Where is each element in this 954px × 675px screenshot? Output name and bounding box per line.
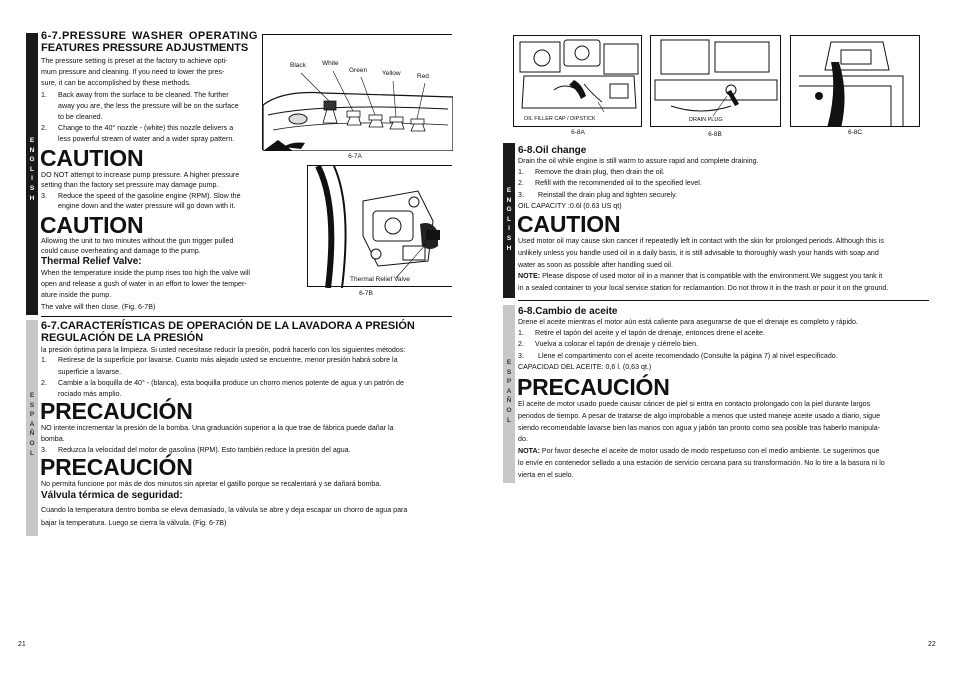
english-side-label: E N G L I S H — [29, 137, 35, 202]
aceite-step-1: 1. Retire el tapón del aceite y el tapón de drenaje, entonces drene el aceite. — [518, 329, 765, 338]
engine-oil-filler-illustration — [514, 36, 642, 127]
figure-6-8c — [790, 35, 920, 127]
oil-step-3: 3. Reinstall the drain plug and tighten securely. — [518, 190, 678, 199]
precaucion-heading-oil: PRECAUCIÓN — [517, 374, 670, 400]
section-title: 6-7.PRESSURE WASHER OPERATING — [41, 30, 258, 42]
color-label-red: Red — [417, 73, 429, 80]
precaucion-2-text: No permita funcione por más de dos minutos sin apretar el gatillo porque se recalentará y se dañará bomba. — [41, 480, 382, 488]
precaucion-1-text: NO intente incrementar la presión de la bomba. Una graduación superior a la que trae de fábrica puede dañar la bomba. 3. Reduzca la velocidad del motor de gasolina (RPM). Esto también reduce la presión del agua. — [41, 423, 452, 457]
aceite-step-2: 2. Vuelva a colocar el tapón de drenaje y ciérrelo bien. — [518, 340, 698, 349]
figure-6-8b-caption: 6-8B — [708, 131, 722, 138]
drain-plug-illustration — [651, 36, 781, 127]
oil-step-1: 1. Remove the drain plug, then drain the oil. — [518, 168, 665, 177]
section-subtitle-es: REGULACIÓN DE LA PRESIÓN — [41, 332, 204, 344]
step-3-es: 3. Reduzca la velocidad del motor de gasolina (RPM). Esto también reduce la presión del agua. — [41, 446, 351, 455]
figure-6-7a — [262, 34, 452, 150]
espanol-pressure-section — [41, 320, 452, 400]
step-3: 3. Reduce the speed of the gasoline engine (RPM). Slow the engine down and the water pressure will go down with it. — [41, 191, 241, 211]
cambio-aceite-title: 6-8.Cambio de aceite — [518, 306, 618, 317]
english-pressure-section — [41, 30, 259, 146]
thermal-relief-valve-label: Thermal Relief Valve — [350, 276, 410, 283]
precaucion-heading-2: PRECAUCIÓN — [40, 454, 193, 480]
oil-capacity: OIL CAPACITY :0.6l (0.63 US qt) — [518, 201, 622, 210]
oil-change-title: 6-8.Oil change — [518, 145, 587, 156]
intro-text-es: la presión óptima para la limpieza. Si usted necesitase reducir la presión, podrá hacerlo con los siguientes métodos: — [41, 346, 406, 354]
caution-heading-oil: CAUTION — [517, 211, 621, 237]
page-number-left: 21 — [18, 641, 26, 648]
step-2: 2. Change to the 40° nozzle - (white) this nozzle delivers a less powerful stream of water and a wider spray pattern. — [41, 124, 235, 144]
page-number-right: 22 — [928, 641, 936, 648]
figure-6-8c-caption: 6-8C — [847, 129, 863, 136]
oil-filler-label: OIL FILLER CAP / DIPSTICK — [524, 116, 596, 122]
precaucion-oil-text: El aceite de motor usado puede causar cáncer de piel si entra en contacto prolongado con la piel durante largos periodos de tiempo. A pesar de tratarse de algo improbable a menos que usted maneje aceite usado a diario, sigue siendo recomendable lavarse bien las manos con agua y jabón tan pronto como sea posible tras haberlo manipula- do. NOTA: Por favor deseche el aceite de motor usado de modo respetuoso con el medio ambiente. Le sugerimos que lo envíe en contenedor sellado a una estación de servicio cercana para su transformación. No lo tire a la basura ni lo vierta en el suelo. — [518, 400, 885, 479]
caution-heading-2: CAUTION — [40, 212, 144, 238]
color-label-green: Green — [349, 67, 368, 74]
espanol-side-label: E S P A Ñ O L — [29, 392, 35, 457]
cambio-aceite-intro: Drene el aceite mientras el motor aún está caliente para asegurarse de que el drenaje es completo y rápido. — [518, 318, 858, 326]
caution-heading-1: CAUTION — [40, 145, 144, 171]
espanol-oil-change-section — [518, 306, 930, 373]
section-divider — [41, 316, 452, 317]
english-side-label-right: E N G L I S H — [506, 187, 512, 252]
figure-6-7a-caption: 6-7A — [348, 153, 362, 160]
step-1-es: 1. Retírese de la superficie por lavarse. Cuanto más alejado usted se encuentre, menor presión habrá sobre la superficie a lavarse. — [41, 356, 398, 376]
section-divider-right — [518, 300, 929, 301]
figure-6-8a-caption: 6-8A — [571, 129, 585, 136]
color-label-yellow: Yellow — [382, 70, 401, 77]
drain-plug-label: DRAIN PLUG — [689, 117, 723, 123]
thermal-relief-title: Thermal Relief Valve: — [41, 256, 142, 267]
figure-6-7b — [307, 165, 452, 287]
valvula-termica-title: Válvula térmica de seguridad: — [41, 490, 183, 501]
caution-1-text: DO NOT attempt to increase pump pressure. A higher pressure setting than the factory set pressure may damage pump. 3. Reduce the speed of the gasoline engine (RPM). Slow the engine down and the water pressure will go down with it. — [41, 170, 273, 212]
thermal-relief-text: When the temperature inside the pump rises too high the valve will open and release a gush of water in an effort to lower the temper- ature inside the pump. The valve will then close. (Fig. 6-7B) — [41, 269, 250, 311]
espanol-side-label-right: E S P A Ñ O L — [506, 359, 512, 424]
figure-6-8a — [513, 35, 642, 127]
oil-step-2: 2. Refill with the recommended oil to the specified level. — [518, 179, 702, 188]
section-subtitle: FEATURES PRESSURE ADJUSTMENTS — [41, 42, 249, 54]
oil-pouring-illustration — [791, 36, 920, 127]
section-title-es: 6-7.CARACTERÍSTICAS DE OPERACIÓN DE LA LAVADORA A PRESIÓN — [41, 320, 415, 332]
oil-change-intro: Drain the oil while engine is still warm to assure rapid and complete draining. — [518, 157, 759, 165]
valvula-termica-text: Cuando la temperatura dentro bomba se eleva demasiado, la válvula se abre y deja escapar un chorro de agua para bajar la temperatura. Luego se cierra la válvula. (Fig. 6-7B) — [41, 506, 408, 527]
color-label-white: White — [322, 60, 339, 67]
step-1: 1. Back away from the surface to be cleaned. The further away you are, the less the pressure will be on the surface to be cleaned. — [41, 90, 239, 122]
english-oil-change-section — [518, 145, 930, 212]
caution-oil-text: Used motor oil may cause skin cancer if repeatedly left in contact with the skin for prolonged periods. Although this is unlikely unless you handle used oil in a daily basis, it is still advisable to thoroughly wash your hands with soap and water as soon as possible after handling sued oil. NOTE: Please dispose of used motor oil in a manner that is compatible with the environment.We suggest you tank it in a sealed container to your local service station for reclamantion. Do not throw it in the trash or pour it on the ground. — [518, 237, 889, 293]
note-label: NOTE: — [518, 272, 541, 281]
intro-text: The pressure setting is preset at the factory to achieve opti- mum pressure and cleaning. If you need to lower the pres- sure, it can be accomplished by these methods. — [41, 57, 228, 88]
caution-2-text: Allowing the unit to two minutes without the gun trigger pulled could cause overheating and damage to the pump. — [41, 237, 234, 256]
precaucion-heading-1: PRECAUCIÓN — [40, 398, 193, 424]
figure-6-7b-caption: 6-7B — [359, 290, 373, 297]
pump-valve-illustration — [308, 166, 453, 288]
nozzle-rack-illustration — [263, 35, 453, 151]
aceite-capacidad: CAPACIDAD DEL ACEITE: 0,6 l. (0,63 qt.) — [518, 362, 652, 371]
figure-6-8b — [650, 35, 781, 127]
nota-label: NOTA: — [518, 447, 540, 456]
step-2-es: 2. Cambie a la boquilla de 40° - (blanca), esta boquilla produce un chorro menos potente de agua y un patrón de rociado más amplio. — [41, 378, 404, 399]
aceite-step-3: 3. Llene el compartimento con el aceite recomendado (Consulte la página 7) al nivel especificado. — [518, 351, 838, 360]
color-label-black: Black — [290, 62, 306, 69]
